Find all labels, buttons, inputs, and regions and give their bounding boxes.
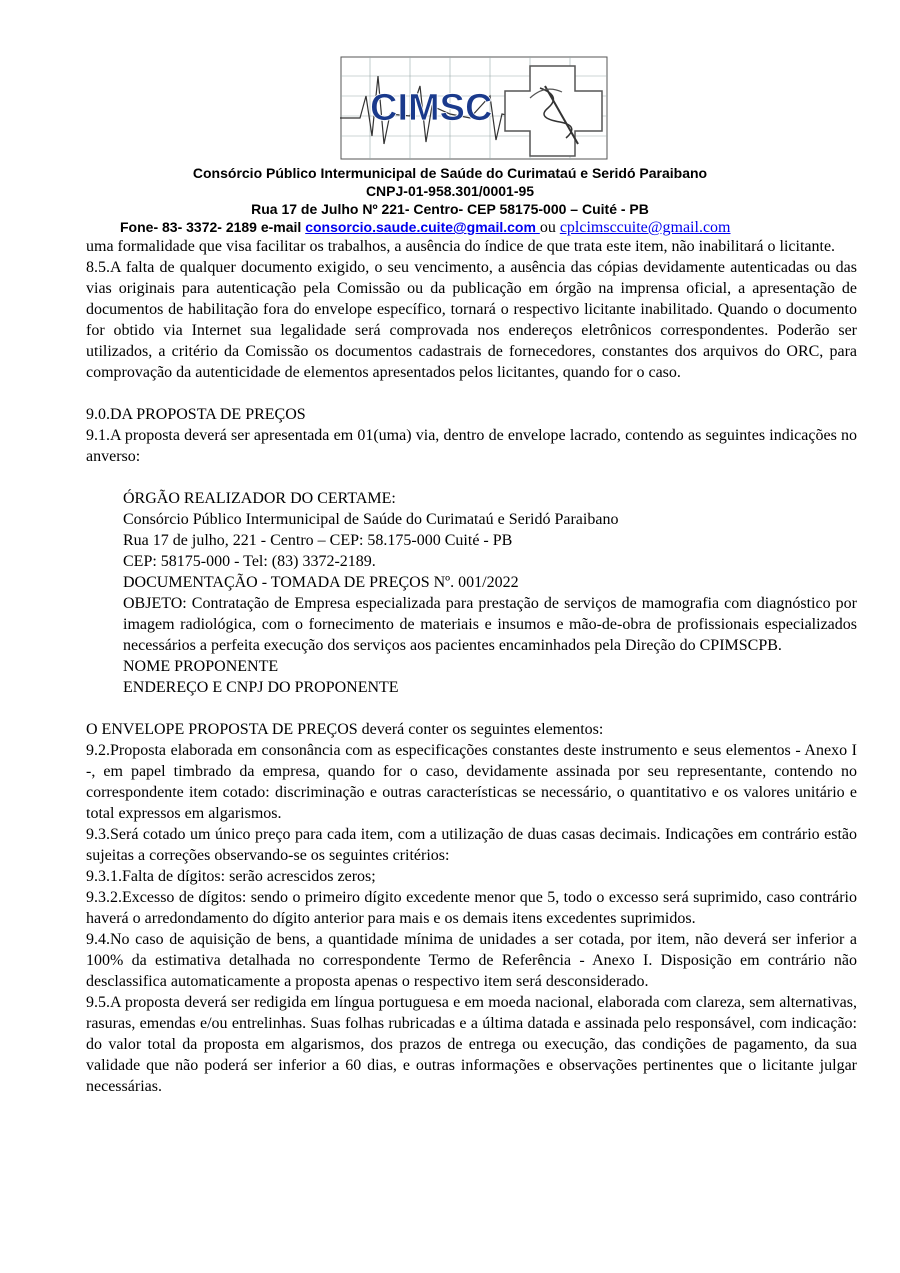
phone-label: Fone- 83- 3372- 2189 e-mail: [120, 219, 306, 235]
document-body: [86, 236, 857, 1097]
cnpj: CNPJ-01-958.301/0001-95: [365, 183, 535, 199]
envelope-line: CEP: 58175-000 - Tel: (83) 3372-2189.: [123, 553, 376, 570]
envelope-line: DOCUMENTAÇÃO - TOMADA DE PREÇOS Nº. 001/2022: [123, 574, 519, 591]
paragraph-9-1: 9.1.A proposta deverá ser apresentada em 01(uma) via, dentro de envelope lacrado, contendo as seguintes indicações no anverso:: [86, 427, 857, 465]
envelope-line: NOME PROPONENTE: [123, 658, 279, 675]
contact-line: [120, 218, 731, 237]
envelope-line: Rua 17 de julho, 221 - Centro – CEP: 58.175-000 Cuité - PB: [123, 532, 513, 549]
envelope-line: ENDEREÇO E CNPJ DO PROPONENTE: [123, 679, 399, 696]
paragraph-9-3: 9.3.Será cotado um único preço para cada item, com a utilização de duas casas decimais. Indicações em contrário estão sujeitas a correções observando-se os seguintes critérios:: [86, 826, 857, 864]
or-text: ou: [539, 219, 560, 236]
cimsc-logo: [340, 56, 608, 160]
email-link-2[interactable]: cplcimsccuite@gmail.com: [559, 219, 731, 236]
paragraph-8-5: 8.5.A falta de qualquer documento exigido, o seu vencimento, a ausência das cópias devidamente autenticadas ou das vias originais para autenticação pela Comissão ou da publicação em órgão na imprensa oficial, a apresentação de documentos de habilitação fora do envelope específico, tornará o respectivo licitante inabilitado. Quando o documento for obtido via Internet sua legalidade será comprovada nos endereços eletrônicos correspondentes. Poderão ser utilizados, a critério da Comissão os documentos cadastrais de fornecedores, constantes dos arquivos do ORC, para comprovação da autenticidade de elementos apresentados pelos licitantes, quando for o caso.: [86, 259, 857, 381]
logo-text: CIMSC: [370, 87, 493, 129]
org-name: Consórcio Público Intermunicipal de Saúde do Curimataú e Seridó Paraibano: [192, 165, 708, 181]
address: Rua 17 de Julho Nº 221- Centro- CEP 58175-000 – Cuité - PB: [251, 201, 649, 217]
paragraph-9-2: 9.2.Proposta elaborada em consonância com as especificações constantes deste instrumento e seus elementos - Anexo I -, em papel timbrado da empresa, quando for o caso, devidamente assinada por seu representante, contendo no correspondente item cotado: discriminação e outras características se necessário, o quantitativo e os valores unitário e total expressos em algarismos.: [86, 742, 857, 822]
email-link-1[interactable]: consorcio.saude.cuite@gmail.com: [305, 219, 540, 235]
envelope-line: Consórcio Público Intermunicipal de Saúde do Curimataú e Seridó Paraibano: [123, 511, 619, 528]
section-heading-9-0: 9.0.DA PROPOSTA DE PREÇOS: [86, 406, 306, 423]
envelope-block: [86, 488, 857, 698]
envelope-object: OBJETO: Contratação de Empresa especializada para prestação de serviços de mamografia com diagnóstico por imagem radiológica, com o fornecimento de materiais e insumos e mão-de-obra de profissionais especializados necessários a perfeita execução dos serviços aos pacientes encaminhados pela Direção do CPIMSCPB.: [123, 595, 857, 654]
paragraph-9-3-1: 9.3.1.Falta de dígitos: serão acrescidos zeros;: [86, 868, 376, 885]
paragraph-continuation: uma formalidade que visa facilitar os trabalhos, a ausência do índice de que trata este item, não inabilitará o licitante.: [86, 238, 836, 255]
paragraph-9-5: 9.5.A proposta deverá ser redigida em língua portuguesa e em moeda nacional, elaborada com clareza, sem alternativas, rasuras, emendas e/ou entrelinhas. Suas folhas rubricadas e a última datada e assinada pelo responsável, com indicação: do valor total da proposta em algarismos, dos prazos de entrega ou execução, das condições de pagamento, da sua validade que não poderá ser inferior a 60 dias, e outras informações e observações pertinentes que o licitante julgar necessárias.: [86, 994, 857, 1095]
paragraph-9-4: 9.4.No caso de aquisição de bens, a quantidade mínima de unidades a ser cotada, por item, não deverá ser inferior a 100% da estimativa detalhada no correspondente Termo de Referência - Anexo I. Disposição em contrário não desclassifica automaticamente a proposta apenas o respectivo item será desconsiderado.: [86, 931, 857, 990]
paragraph-envelope-intro: O ENVELOPE PROPOSTA DE PREÇOS deverá conter os seguintes elementos:: [86, 721, 604, 738]
envelope-line: ÓRGÃO REALIZADOR DO CERTAME:: [123, 490, 396, 507]
paragraph-9-3-2: 9.3.2.Excesso de dígitos: sendo o primeiro dígito excedente menor que 5, todo o excesso será suprimido, caso contrário haverá o arredondamento do dígito anterior para mais e os demais itens excedentes suprimidos.: [86, 889, 857, 927]
